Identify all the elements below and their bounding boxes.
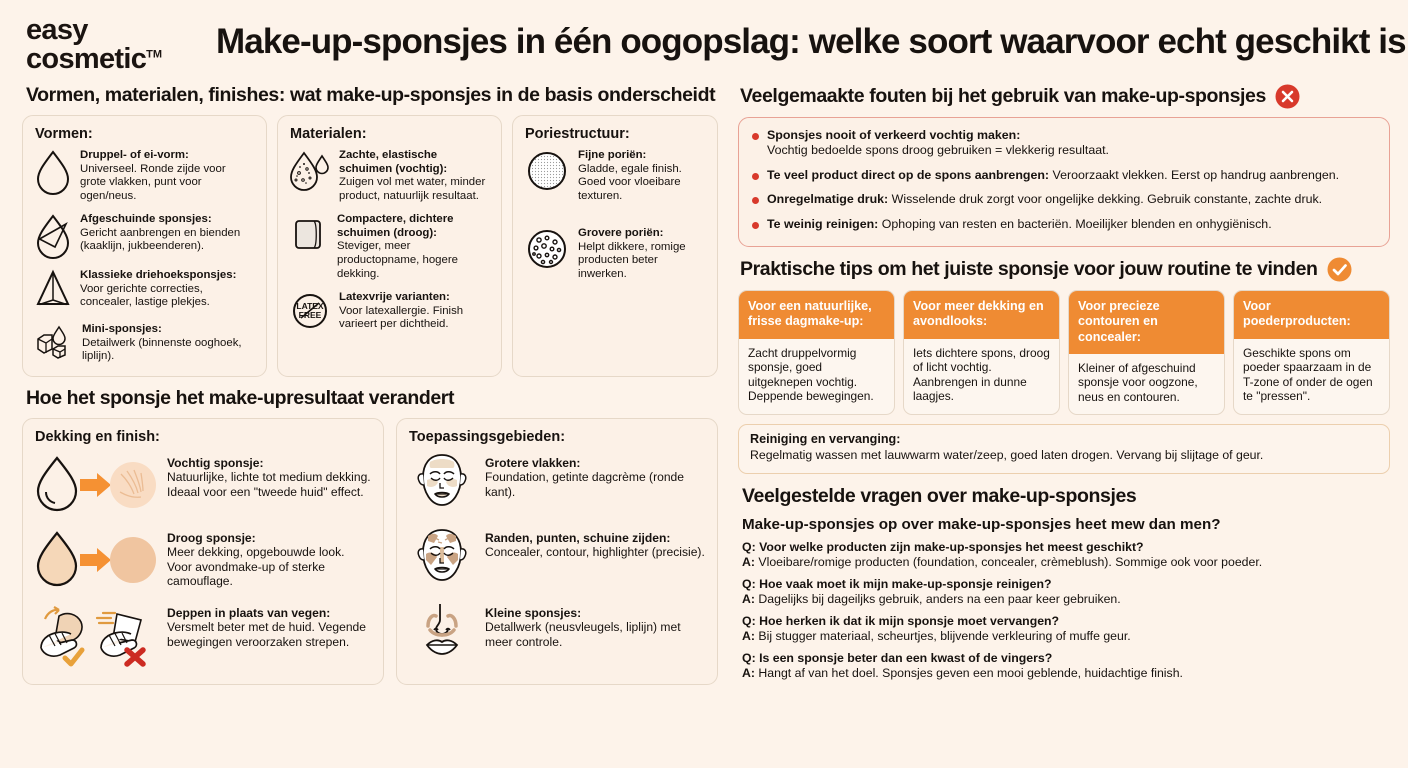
tip-body: Geschikte spons om poeder spaarzaam in de T-zone of onder de ogen te "pressen". [1243, 345, 1373, 404]
list-item-text [167, 452, 371, 500]
list-item-text [80, 213, 254, 254]
svg-text:LATEX: LATEX [296, 301, 324, 312]
tips-row [738, 290, 1390, 415]
triangle-sponge-icon [35, 269, 71, 313]
faq-answer-text: Hangt af van het doel. Sponsjes geven een mooi geblende, huidachtige finish. [754, 665, 1183, 680]
tip-card [1068, 290, 1225, 415]
item-title: Te weinig reinigen: [767, 216, 879, 231]
list-item [35, 149, 254, 203]
faq-question: Q: Hoe vaak moet ik mijn make-up-sponsje reinigen? [742, 576, 1052, 591]
list-item [290, 213, 489, 281]
footer-strip [0, 756, 1408, 768]
item-body: Versmelt beter met de huid. Vegende bewegingen veroorzaken strepen. [167, 620, 367, 649]
item-title: Kleine sponsjes: [485, 605, 582, 620]
faq-question: Q: Is een sponsje beter dan een kwast of de vingers? [742, 650, 1053, 665]
list-item [409, 527, 705, 589]
card-reiniging-vervanging [738, 424, 1390, 474]
item-title: Randen, punten, schuine zijden: [485, 530, 671, 545]
page-header [0, 0, 1408, 74]
card-dekking-finish [22, 418, 384, 685]
svg-text:FREE: FREE [298, 310, 322, 321]
content-columns [0, 74, 1408, 688]
tip-card [738, 290, 895, 415]
item-body: Steviger, meer productopname, hogere dekking. [337, 240, 458, 280]
coarse-pores-circle-icon [525, 227, 569, 271]
faq-answer-prefix: A: [742, 628, 755, 643]
list-item [290, 291, 489, 332]
card-heading: Poriestructuur: [525, 126, 630, 142]
item-body: Vochtig bedoelde spons droog gebruiken = vlekkerig resultaat. [767, 143, 1110, 158]
item-title: Onregelmatige druk: [767, 192, 889, 207]
faq-question: Q: Voor welke producten zijn make-up-sponsjes het meest geschikt? [742, 539, 1144, 554]
list-item [35, 527, 371, 589]
resultaat-card-row [22, 418, 718, 685]
list-item [290, 149, 489, 203]
item-body: Natuurlijke, lichte tot medium dekking. Ideaal voor een "tweede huid" effect. [167, 470, 371, 499]
nose-lips-detail-icon [409, 602, 475, 658]
list-item [35, 323, 254, 364]
faq-answer [742, 666, 1390, 681]
item-body: Zuigen vol met water, minder product, natuurlijk resultaat. [339, 176, 486, 202]
basis-card-row [22, 115, 718, 377]
item-title: Te veel product direct op de spons aanbrengen: [767, 167, 1050, 182]
item-title: Grotere vlakken: [485, 455, 581, 470]
list-item [35, 269, 254, 313]
item-title: Klassieke driehoeksponsjes: [80, 269, 237, 282]
item-body: Gladde, egale finish. Goed voor vloeibare texturen. [578, 162, 682, 202]
item-title: Droog sponsje: [167, 530, 256, 545]
card-poriestructuur [512, 115, 718, 377]
faq-answer-prefix: A: [742, 665, 755, 680]
list-item [525, 227, 705, 281]
faq-subtitle: Make-up-sponsjes op over make-up-sponsjes heet mew dan men? [742, 515, 1221, 533]
section-title-resultaat: Hoe het sponsje het make-upresultaat verandert [26, 386, 455, 409]
section-title-basis: Vormen, materialen, finishes: wat make-up-sponsjes in de basis onderscheidt [26, 84, 716, 106]
mistakes-list [751, 128, 1377, 232]
list-item-text [167, 602, 371, 650]
section-title-text: Praktische tips om het juiste sponsje voor jouw routine te vinden [740, 257, 1318, 280]
list-item [751, 217, 1377, 232]
tip-card [903, 290, 1060, 415]
list-item-text [485, 602, 705, 650]
card-heading: Vormen: [35, 126, 93, 142]
faq-answer-text: Dagelijks bij dageiljks gebruik, anders na een paar keer gebruiken. [754, 591, 1121, 606]
item-title: Sponsjes nooit of verkeerd vochtig maken: [767, 128, 1021, 142]
faq-answer-text: Vloeibare/romige producten (foundation, concealer, crèmeblush). Sommige ook voor poeder. [754, 554, 1263, 569]
item-title: Compactere, dichtere schuimen (droog): [337, 213, 454, 239]
card-heading: Toepassingsgebieden: [409, 428, 566, 445]
dry-sponge-arrow-skin-icon [35, 527, 157, 589]
faq-item [742, 614, 1390, 644]
porous-droplet-water-icon [290, 149, 330, 191]
item-body: Helpt dikkere, romige producten beter inwerken. [578, 240, 686, 280]
list-item [525, 149, 705, 203]
list-item-text [80, 269, 254, 310]
list-item-text [339, 149, 489, 203]
item-title: Mini-sponsjes: [82, 323, 162, 336]
dab-vs-swipe-hands-icon [35, 602, 157, 668]
card-heading: Materialen: [290, 126, 367, 142]
tip-heading: Voor precieze contouren en concealer: [1069, 291, 1224, 354]
beveled-sponge-icon [35, 213, 71, 259]
brand-line2: cosmetic™ [26, 43, 163, 75]
item-title: Vochtig sponsje: [167, 455, 264, 470]
item-title: Afgeschuinde sponsjes: [80, 213, 212, 226]
item-body: Concealer, contour, highlighter (precisie). [485, 545, 705, 560]
faq-answer [742, 629, 1390, 644]
list-item [751, 168, 1377, 183]
list-item-text [80, 149, 254, 203]
item-title: Druppel- of ei-vorm: [80, 149, 189, 161]
faq-question: Q: Hoe herken ik dat ik mijn sponsje moet vervangen? [742, 613, 1060, 628]
faq-list [742, 516, 1390, 681]
brand-line1: easy [26, 14, 88, 46]
list-item-text [485, 527, 705, 560]
item-title: Deppen in plaats van vegen: [167, 605, 331, 620]
face-large-areas-icon [409, 452, 475, 514]
card-toepassingsgebieden [396, 418, 718, 685]
list-item-text [485, 452, 705, 500]
item-body: Ophoping van resten en bacteriën. Moeilijker blenden en onhygiënisch. [881, 216, 1272, 231]
cleaning-title: Reiniging en vervanging: [750, 431, 901, 446]
cleaning-body: Regelmatig wassen met lauwwarm water/zeep, goed laten drogen. Vervang bij slijtage of geur. [750, 447, 1264, 462]
item-body: Gericht aanbrengen en bienden (kaaklijn, jukbeenderen). [80, 226, 241, 253]
fine-pores-circle-icon [525, 149, 569, 193]
check-circle-icon [1327, 257, 1352, 282]
item-title: Latexvrije varianten: [339, 291, 450, 304]
trademark-mark: TM [146, 48, 163, 61]
list-item-text [337, 213, 489, 281]
faq-item [742, 540, 1390, 570]
dense-foam-cylinder-icon [290, 213, 328, 255]
face-contour-edges-icon [409, 527, 475, 589]
list-item [751, 192, 1377, 207]
teardrop-outline-icon [35, 149, 71, 195]
section-title-faq: Veelgestelde vragen over make-up-sponsjes [742, 484, 1137, 507]
latex-free-icon [290, 291, 330, 331]
card-vormen [22, 115, 267, 377]
item-body: Detallwerk (neusvleugels, liplijn) met meer controle. [485, 620, 681, 649]
faq-answer [742, 555, 1390, 570]
wet-sponge-arrow-skin-icon [35, 452, 157, 514]
card-heading: Dekking en finish: [35, 428, 160, 445]
tip-heading: Voor een natuurlijke, frisse dagmake-up: [739, 291, 894, 339]
list-item-text [167, 527, 371, 589]
faq-item [742, 577, 1390, 607]
item-body: Foundation, getinte dagcrème (ronde kant). [485, 470, 685, 499]
list-item [409, 452, 705, 514]
faq-item [742, 651, 1390, 681]
tip-card [1233, 290, 1390, 415]
list-item-text [578, 227, 705, 281]
left-column [18, 74, 718, 688]
list-item [35, 213, 254, 259]
card-veelgemaakte-fouten [738, 117, 1390, 247]
faq-answer [742, 592, 1390, 607]
list-item [35, 602, 371, 668]
item-body: Veroorzaakt vlekken. Eerst op handrug aanbrengen. [1052, 167, 1340, 182]
tip-heading: Voor poederproducten: [1234, 291, 1389, 339]
section-title-fouten [740, 84, 1390, 109]
mini-sponges-icon [35, 323, 73, 359]
card-materialen [277, 115, 502, 377]
section-title-tips [740, 257, 1390, 282]
faq-answer-prefix: A: [742, 554, 755, 569]
list-item-text [578, 149, 705, 203]
faq-answer-prefix: A: [742, 591, 755, 606]
x-circle-icon [1275, 84, 1300, 109]
list-item-text [82, 323, 254, 364]
brand-logo [26, 10, 216, 74]
right-column [718, 74, 1390, 688]
list-item [409, 602, 705, 658]
item-body: Wisselende druk zorgt voor ongelijke dekking. Gebruik constante, zachte druk. [891, 192, 1323, 207]
tip-heading: Voor meer dekking en avondlooks: [904, 291, 1059, 339]
section-title-text: Veelgemaakte fouten bij het gebruik van make-up-sponsjes [740, 85, 1266, 107]
list-item [35, 452, 371, 514]
item-body: Voor gerichte correcties, concealer, lastige plekjes. [80, 282, 210, 309]
item-body: Universeel. Ronde zijde voor grote vlakken, punt voor ogen/neus. [80, 162, 226, 202]
item-title: Fijne poriën: [578, 149, 647, 161]
tip-body: Kleiner of afgeschuind sponsje voor oogzone, neus en contouren. [1078, 360, 1198, 404]
list-item-text [339, 291, 489, 332]
item-body: Voor latexallergie. Finish varieert per dichtheid. [339, 304, 464, 331]
faq-answer-text: Bij stugger materiaal, scheurtjes, blijvende verkleuring of muffe geur. [754, 628, 1131, 643]
tip-body: Zacht druppelvormig sponsje, goed uitgeknepen vochtig. Deppende bewegingen. [748, 345, 874, 404]
list-item [751, 128, 1377, 159]
item-body: Detailwerk (binnenste ooghoek, liplijn). [82, 336, 242, 363]
item-title: Grovere poriën: [578, 227, 664, 240]
tip-body: Iets dichtere spons, droog of licht vochtig. Aanbrengen in dunne laagjes. [913, 345, 1050, 404]
item-title: Zachte, elastische schuimen (vochtig): [339, 149, 448, 175]
page-title: Make-up-sponsjes in één oogopslag: welke soort waarvoor echt geschikt is [216, 22, 1406, 61]
item-body: Meer dekking, opgebouwde look. Voor avondmake-up of sterke camouflage. [167, 545, 345, 589]
